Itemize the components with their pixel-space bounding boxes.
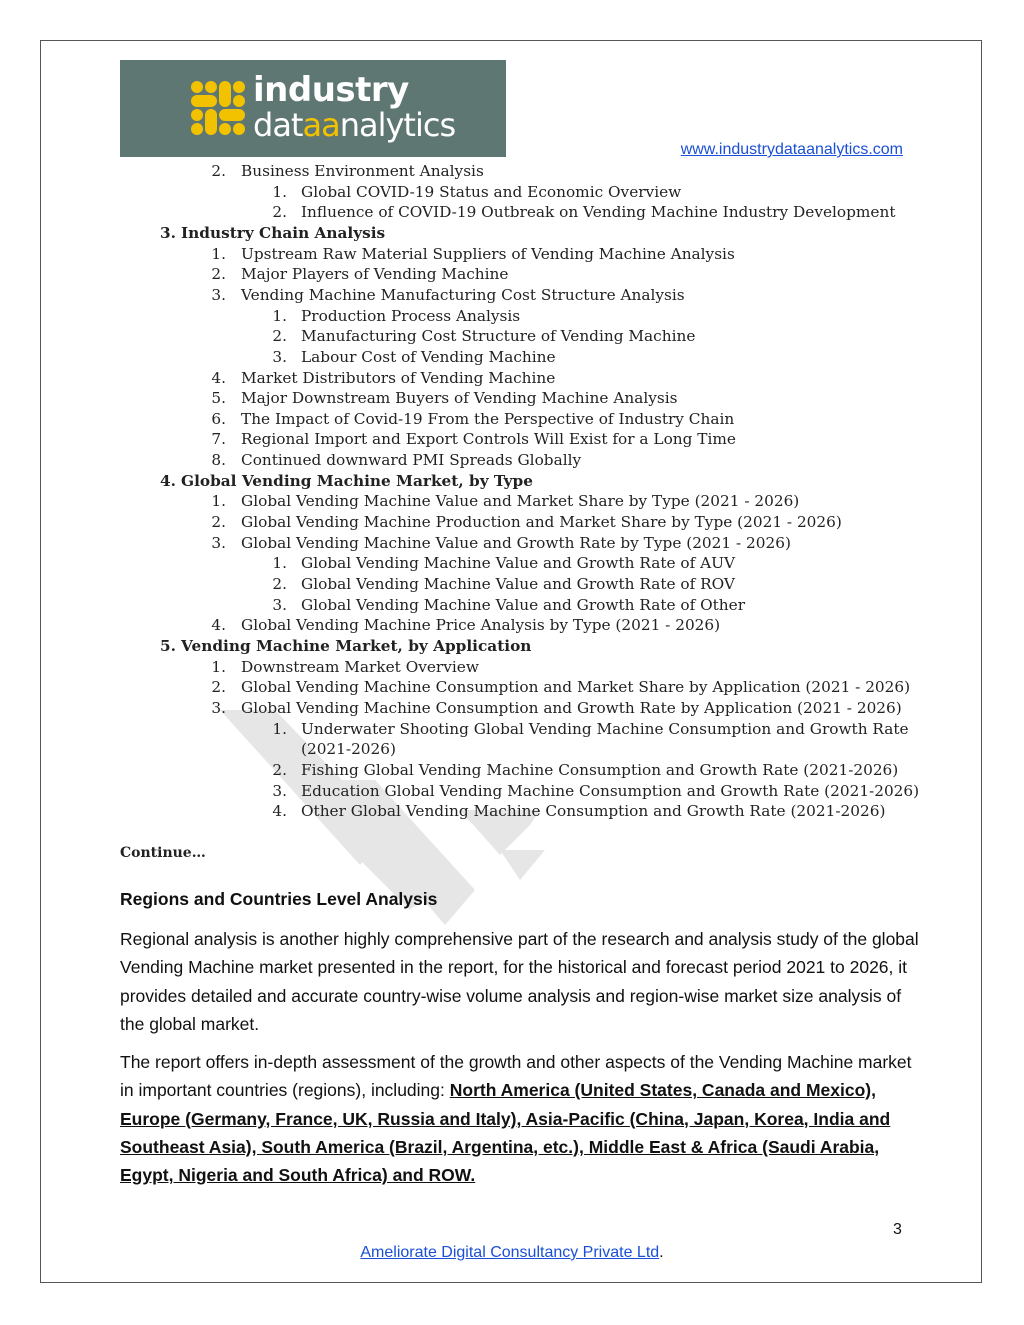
toc-item (0, 429, 1024, 449)
toc-item-number: 4. (211, 368, 226, 387)
toc-item-number: 1. (272, 554, 287, 573)
toc-item (0, 615, 1024, 635)
toc-item-text: Industry Chain Analysis (181, 223, 386, 242)
toc-item (0, 677, 1024, 697)
toc-item (0, 595, 1024, 615)
toc-item-number: 3. (272, 347, 287, 366)
toc-item (0, 657, 1024, 677)
toc-item (0, 760, 1024, 780)
toc-item-number: 1. (272, 306, 287, 325)
toc-item-number: 3. (211, 698, 226, 717)
toc-item (0, 388, 1024, 408)
toc-item (0, 801, 1024, 821)
toc-item-number: 3. (272, 595, 287, 614)
paragraph-lead: The report offers in-depth assessment of the growth and other aspects of the Vending Machine market in important countries (regions), including: (120, 1052, 912, 1101)
toc-item-text: Other Global Vending Machine Consumption and Growth Rate (2021-2026) (301, 802, 886, 821)
toc-item-number: 5. (211, 389, 226, 408)
page-number: 3 (893, 1221, 902, 1238)
toc-item (0, 306, 1024, 326)
toc-item (0, 636, 1024, 656)
toc-item-text: Continued downward PMI Spreads Globally (241, 451, 582, 470)
toc-item-text: (2021-2026) (301, 740, 396, 759)
section-title: Regions and Countries Level Analysis (120, 889, 438, 909)
toc-item-number: 1. (272, 182, 287, 201)
toc-item-text: Global Vending Machine Value and Growth Rate of AUV (301, 554, 736, 573)
toc-item-text: Upstream Raw Material Suppliers of Vending Machine Analysis (241, 244, 735, 263)
toc-item-number: 2. (211, 513, 226, 532)
logo-word-industry: industry (253, 70, 409, 110)
toc-item (0, 450, 1024, 470)
toc-item-text: Labour Cost of Vending Machine (301, 347, 556, 366)
toc-item-text: Global COVID-19 Status and Economic Overview (301, 182, 682, 201)
toc-item-text: Influence of COVID-19 Outbreak on Vending Machine Industry Development (301, 203, 896, 222)
toc-item-text: Major Downstream Buyers of Vending Machine Analysis (241, 389, 678, 408)
toc-item-text: Global Vending Machine Price Analysis by Type (2021 - 2026) (241, 616, 721, 635)
toc-item-number: 2. (272, 760, 287, 779)
toc-item-text: Underwater Shooting Global Vending Machine Consumption and Growth Rate (301, 719, 909, 738)
toc-item-number: 4. (160, 471, 176, 490)
toc-item (0, 719, 1024, 739)
continue-label: Continue… (120, 845, 206, 861)
toc-item-number: 4. (272, 802, 287, 821)
toc-item-text: Global Vending Machine Value and Market Share by Type (2021 - 2026) (241, 492, 800, 511)
toc-item-number: 2. (272, 203, 287, 222)
toc-item-number: 2. (272, 575, 287, 593)
paragraph-regional-analysis: Regional analysis is another highly comprehensive part of the research and analysis study of the global Vending Machine market presented in the report, for the historical and forecast period 2021 to 2026, it provides detailed and accurate country-wise volume analysis and region-wise market size analysis of the global market. (120, 929, 919, 1034)
dots-logo-icon (190, 80, 246, 136)
toc-item-number: 2. (211, 162, 226, 180)
toc-item-text: Major Players of Vending Machine (241, 265, 509, 284)
toc-item-number: 7. (211, 430, 226, 449)
toc-item (0, 409, 1024, 429)
paragraph-regions-list (120, 1048, 920, 1189)
toc-item-text: The Impact of Covid-19 From the Perspective of Industry Chain (241, 409, 735, 428)
toc-item (0, 326, 1024, 346)
toc-item-number: 1. (211, 244, 226, 263)
toc-item-text: Manufacturing Cost Structure of Vending Machine (301, 327, 696, 346)
toc-item-number: 2. (272, 327, 287, 346)
toc-item (0, 491, 1024, 511)
toc-item (0, 202, 1024, 222)
company-link[interactable]: Ameliorate Digital Consultancy Private Ltd (360, 1244, 660, 1261)
toc-item-text: Global Vending Machine Consumption and Market Share by Application (2021 - 2026) (241, 678, 911, 697)
footer-period: . (659, 1244, 664, 1261)
toc-item (0, 553, 1024, 573)
toc-item (0, 512, 1024, 532)
toc-item (0, 161, 1024, 181)
toc-item-text: Fishing Global Vending Machine Consumption and Growth Rate (2021-2026) (301, 760, 899, 779)
toc-item (0, 285, 1024, 305)
toc-item (0, 347, 1024, 367)
toc-item-text: Downstream Market Overview (241, 657, 479, 676)
toc-item-number: 3. (211, 285, 226, 304)
website-link[interactable]: www.industrydataanalytics.com (680, 141, 903, 158)
toc-item-text: Global Vending Machine Value and Growth Rate of Other (301, 595, 746, 614)
toc-item-text: Global Vending Machine Value and Growth Rate by Type (2021 - 2026) (241, 533, 791, 552)
footer (0, 1244, 1024, 1262)
toc-item-text: Vending Machine Market, by Application (181, 636, 532, 655)
toc-item-number: 4. (211, 616, 226, 635)
toc-item-text: Global Vending Machine Value and Growth Rate of ROV (301, 575, 735, 593)
toc-item-number: 1. (211, 492, 226, 511)
toc-item (0, 698, 1024, 718)
toc-item-number: 1. (272, 719, 287, 738)
toc-item-text: Market Distributors of Vending Machine (241, 368, 556, 387)
toc-item-text: Vending Machine Manufacturing Cost Structure Analysis (241, 285, 685, 304)
toc-item (0, 739, 1024, 759)
toc-item (0, 368, 1024, 388)
toc-item-number: 2. (211, 678, 226, 697)
toc-item (0, 533, 1024, 553)
toc-item (0, 781, 1024, 801)
toc-item-text: Production Process Analysis (301, 306, 521, 325)
toc-item-number: 3. (272, 781, 287, 800)
toc-item-text: Business Environment Analysis (241, 162, 484, 180)
toc-item-number: 1. (211, 657, 226, 676)
toc-item-number: 3. (211, 533, 226, 552)
regions-link[interactable]: North America (United States, Canada and Mexico), Europe (Germany, France, UK, Russia and Italy), Asia-Pacific (China, Japan, Korea, India and Southeast Asia), South America (Brazil, Argentina, etc.), Middle East & Africa (Saudi Arabia, Egypt, Nigeria and South Africa) and ROW. (120, 1080, 891, 1186)
toc-item-text: Regional Import and Export Controls Will Exist for a Long Time (241, 430, 736, 449)
toc-item-number: 2. (211, 265, 226, 284)
toc-item (0, 223, 1024, 243)
toc-item (0, 574, 1024, 594)
company-logo (120, 60, 506, 157)
toc-item (0, 244, 1024, 264)
toc-item-number: 3. (160, 223, 176, 242)
toc-item-text: Global Vending Machine Market, by Type (181, 471, 533, 490)
toc-item-number: 5. (160, 636, 176, 655)
toc-item-number: 6. (211, 409, 226, 428)
toc-item-number: 8. (211, 451, 226, 470)
toc-item-text: Global Vending Machine Consumption and Growth Rate by Application (2021 - 2026) (241, 698, 902, 717)
logo-word-dataanalytics: dataanalytics (253, 106, 456, 144)
toc-item (0, 471, 1024, 491)
toc-item (0, 264, 1024, 284)
toc-item-text: Education Global Vending Machine Consumption and Growth Rate (2021-2026) (301, 781, 920, 800)
toc-item-text: Global Vending Machine Production and Market Share by Type (2021 - 2026) (241, 513, 842, 532)
toc-item (0, 182, 1024, 202)
